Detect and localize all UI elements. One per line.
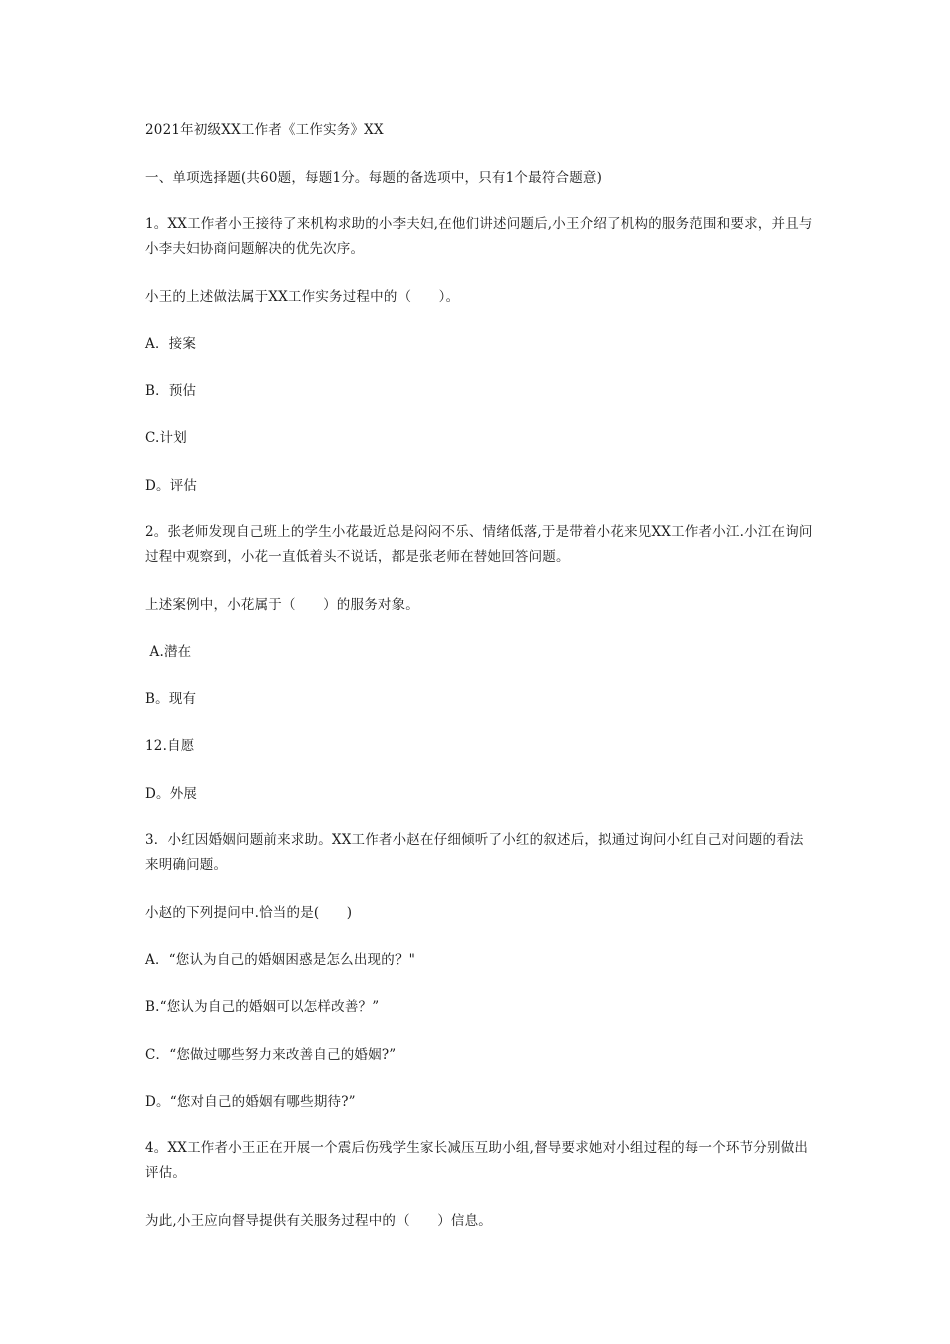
question-2-option-b: B。现有 <box>145 691 197 707</box>
question-3-option-d: D。“您对自己的婚姻有哪些期待?” <box>145 1094 356 1110</box>
question-2-prompt: 上述案例中，小花属于（ ）的服务对象。 <box>145 597 419 613</box>
question-1-option-b: B．预估 <box>145 383 197 399</box>
question-2-option-d: D。外展 <box>145 786 198 802</box>
question-1-option-c: C.计划 <box>145 430 187 446</box>
question-2-option-c: 12.自愿 <box>145 738 195 754</box>
question-3-option-a: A．“您认为自己的婚姻困惑是怎么出现的？" <box>145 952 416 968</box>
question-3-option-c: C．“您做过哪些努力来改善自己的婚姻?” <box>145 1047 397 1063</box>
question-3-option-b: B.“您认为自己的婚姻可以怎样改善？” <box>145 999 380 1015</box>
question-3-stem: 3．小红因婚姻问题前来求助。XX工作者小赵在仔细倾听了小红的叙述后，拟通过询问小红自己对问题的看法来明确问题。 <box>145 832 804 873</box>
question-1-option-d: D。评估 <box>145 478 198 494</box>
document-title: 2021年初级XX工作者《工作实务》XX <box>145 122 384 138</box>
question-2-option-a: A.潜在 <box>145 644 192 660</box>
section-heading: 一、单项选择题(共60题，每题1分。每题的备选项中，只有1个最符合题意) <box>145 170 603 186</box>
question-1-stem: 1。XX工作者小王接待了来机构求助的小李夫妇,在他们讲述问题后,小王介绍了机构的服务范围和要求，并且与小李夫妇协商问题解决的优先次序。 <box>145 216 813 257</box>
question-1-prompt: 小王的上述做法属于XX工作实务过程中的（ ）。 <box>145 289 460 305</box>
question-4-prompt: 为此,小王应向督导提供有关服务过程中的（ ）信息。 <box>145 1213 492 1229</box>
question-3-prompt: 小赵的下列提问中.恰当的是( ) <box>145 905 353 921</box>
question-1-option-a: A．接案 <box>145 336 197 352</box>
question-4-stem: 4。XX工作者小王正在开展一个震后伤残学生家长减压互助小组,督导要求她对小组过程的每一个环节分别做出评估。 <box>145 1140 809 1181</box>
question-2-stem: 2。张老师发现自己班上的学生小花最近总是闷闷不乐、情绪低落,于是带着小花来见XX工作者小江.小江在询问过程中观察到，小花一直低着头不说话，都是张老师在替她回答问题。 <box>145 524 813 565</box>
